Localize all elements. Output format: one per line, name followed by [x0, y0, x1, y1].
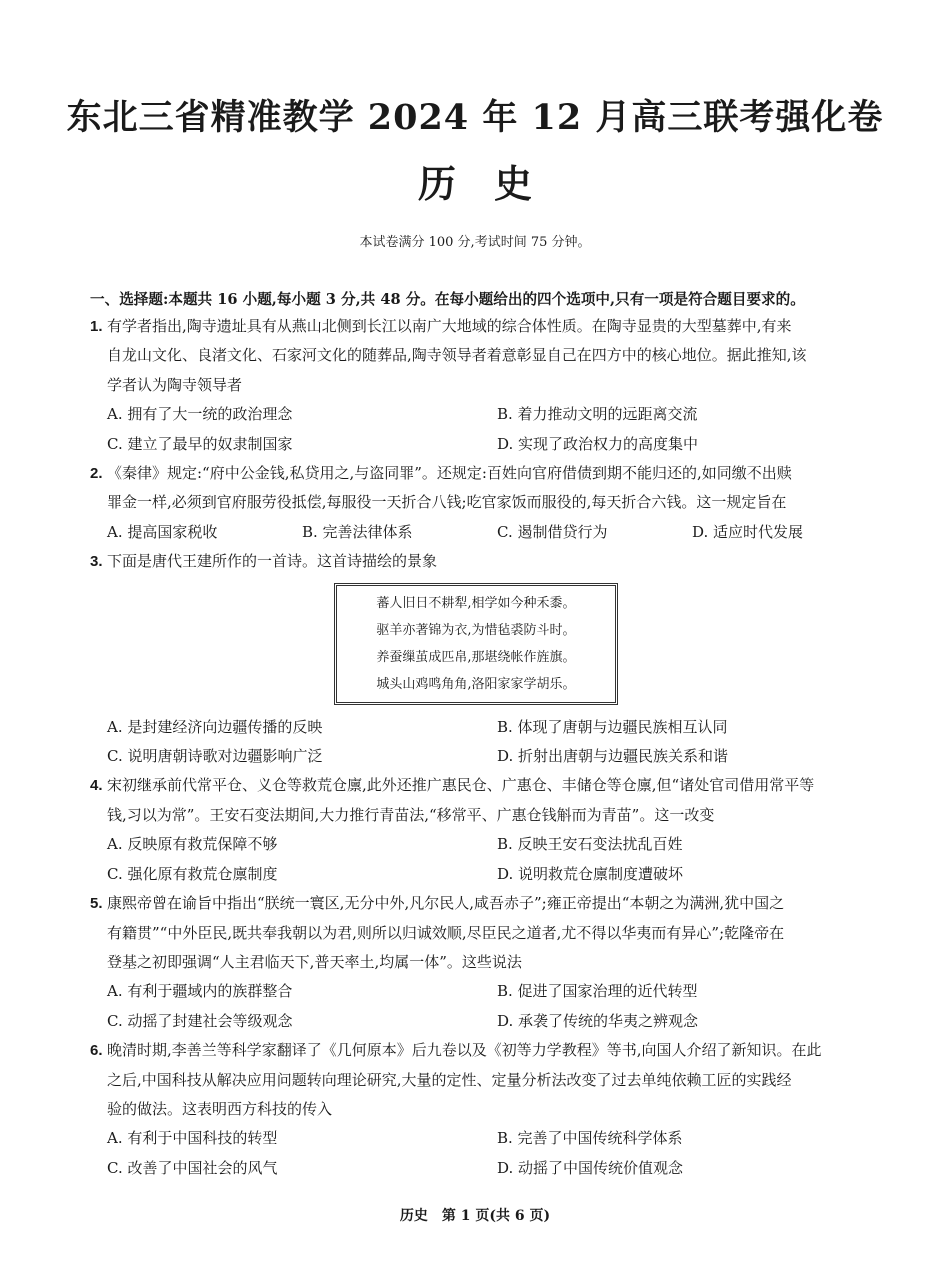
options — [90, 713, 862, 772]
question-number: 4. — [90, 777, 103, 795]
poem-line: 驱羊亦著锦为衣,为惜毡裘防斗时。 — [376, 622, 576, 638]
exam-title: 东北三省精准教学 2024 年 12 月高三联考强化卷 — [66, 97, 884, 138]
option-a: A. 拥有了大一统的政治理念 — [107, 405, 293, 424]
poem-line: 城头山鸡鸣角角,洛阳家家学胡乐。 — [376, 676, 576, 692]
exam-subject: 历 史 — [417, 161, 532, 206]
question-text-line: 登基之初即强调“人主君临天下,普天率土,均属一体”。这些说法 — [107, 952, 522, 971]
question-text-line: 学者认为陶寺领导者 — [107, 375, 243, 394]
option-c: C. 动摇了封建社会等级观念 — [107, 1011, 293, 1030]
poem-line: 蕃人旧日不耕犁,相学如今种禾黍。 — [376, 595, 576, 611]
question-1 — [90, 312, 862, 459]
option-a: A. 是封建经济向边疆传播的反映 — [107, 717, 323, 736]
options — [90, 400, 862, 459]
question-text-line: 验的做法。这表明西方科技的传入 — [107, 1099, 333, 1118]
option-b: B. 着力推动文明的远距离交流 — [497, 405, 698, 424]
option-d: D. 承袭了传统的华夷之辨观念 — [497, 1011, 699, 1030]
options — [90, 1124, 862, 1183]
option-d: D. 折射出唐朝与边疆民族关系和谐 — [497, 747, 729, 766]
question-2 — [90, 459, 862, 547]
option-b: B. 完善了中国传统科学体系 — [497, 1129, 683, 1148]
poem-box — [334, 583, 618, 705]
question-text-line: 有学者指出,陶寺遗址具有从燕山北侧到长江以南广大地域的综合体性质。在陶寺显贵的大型墓葬中,有来 — [107, 317, 792, 335]
exam-note: 本试卷满分 100 分,考试时间 75 分钟。 — [359, 235, 591, 250]
question-6 — [90, 1036, 862, 1183]
question-number: 3. — [90, 553, 103, 571]
question-text-line: 之后,中国科技从解决应用问题转向理论研究,大量的定性、定量分析法改变了过去单纯依赖工匠的实践经 — [107, 1070, 792, 1089]
option-a: A. 有利于疆域内的族群整合 — [107, 982, 293, 1001]
option-c: C. 建立了最早的奴隶制国家 — [107, 434, 293, 453]
question-3 — [90, 547, 862, 771]
option-c: C. 遏制借贷行为 — [497, 522, 608, 541]
question-text-line: 宋初继承前代常平仓、义仓等救荒仓廪,此外还推广惠民仓、广惠仓、丰储仓等仓廪,但“诸处官司借用常平等 — [107, 776, 815, 795]
option-d: D. 实现了政治权力的高度集中 — [497, 434, 699, 453]
option-b: B. 完善法律体系 — [302, 522, 413, 541]
option-d: D. 动摇了中国传统价值观念 — [497, 1158, 684, 1177]
question-text-line: 罪金一样,必须到官府服劳役抵偿,每服役一天折合八钱;吃官家饭而服役的,每天折合六钱。这一规定旨在 — [107, 493, 787, 512]
question-text-line: 钱,习以为常”。王安石变法期间,大力推行青苗法,“移常平、广惠仓钱斛而为青苗”。这一改变 — [107, 805, 715, 824]
question-4 — [90, 771, 862, 889]
option-c: C. 改善了中国社会的风气 — [107, 1158, 278, 1177]
option-b: B. 反映王安石变法扰乱百姓 — [497, 835, 683, 854]
question-text-line: 康熙帝曾在谕旨中指出“朕统一寰区,无分中外,凡尔民人,咸吾赤子”;雍正帝提出“本朝之为满洲,犹中国之 — [107, 894, 785, 913]
option-a: A. 提高国家税收 — [107, 522, 218, 541]
question-5 — [90, 889, 862, 1036]
question-number: 1. — [90, 318, 103, 335]
options — [90, 830, 862, 889]
question-text-line: 有籍贯”“中外臣民,既共奉我朝以为君,则所以归诚效顺,尽臣民之道者,尤不得以华夷而有异心”;乾隆帝在 — [107, 923, 785, 942]
option-b: B. 体现了唐朝与边疆民族相互认同 — [497, 717, 728, 736]
options — [90, 977, 862, 1036]
option-b: B. 促进了国家治理的近代转型 — [497, 982, 698, 1001]
exam-body — [90, 288, 862, 1183]
question-number: 2. — [90, 465, 103, 483]
question-number: 5. — [90, 895, 103, 913]
question-text-line: 晚清时期,李善兰等科学家翻译了《几何原本》后九卷以及《初等力学教程》等书,向国人介绍了新知识。在此 — [107, 1041, 822, 1060]
option-d: D. 说明救荒仓廪制度遭破坏 — [497, 864, 684, 883]
option-c: C. 说明唐朝诗歌对边疆影响广泛 — [107, 747, 323, 766]
question-text-line: 《秦律》规定:“府中公金钱,私贷用之,与盗同罪”。还规定:百姓向官府借债到期不能归还的,如同缴不出赎 — [107, 464, 792, 483]
section-heading: 一、选择题:本题共 16 小题,每小题 3 分,共 48 分。在每小题给出的四个选项中,只有一项是符合题目要求的。 — [90, 291, 805, 308]
page-footer: 历史 第 1 页(共 6 页) — [399, 1208, 551, 1224]
poem-line: 养蚕缫茧成匹帛,那堪绕帐作旌旗。 — [376, 649, 576, 665]
question-text-line: 自龙山文化、良渚文化、石家河文化的随葬品,陶寺领导者着意彰显自己在四方中的核心地位。据此推知,该 — [107, 346, 807, 365]
question-number: 6. — [90, 1042, 103, 1060]
option-a: A. 有利于中国科技的转型 — [107, 1129, 278, 1148]
options — [90, 518, 862, 547]
option-a: A. 反映原有救荒保障不够 — [107, 835, 278, 854]
option-c: C. 强化原有救荒仓廪制度 — [107, 864, 278, 883]
question-text-line: 下面是唐代王建所作的一首诗。这首诗描绘的景象 — [107, 552, 438, 571]
option-d: D. 适应时代发展 — [692, 522, 804, 541]
